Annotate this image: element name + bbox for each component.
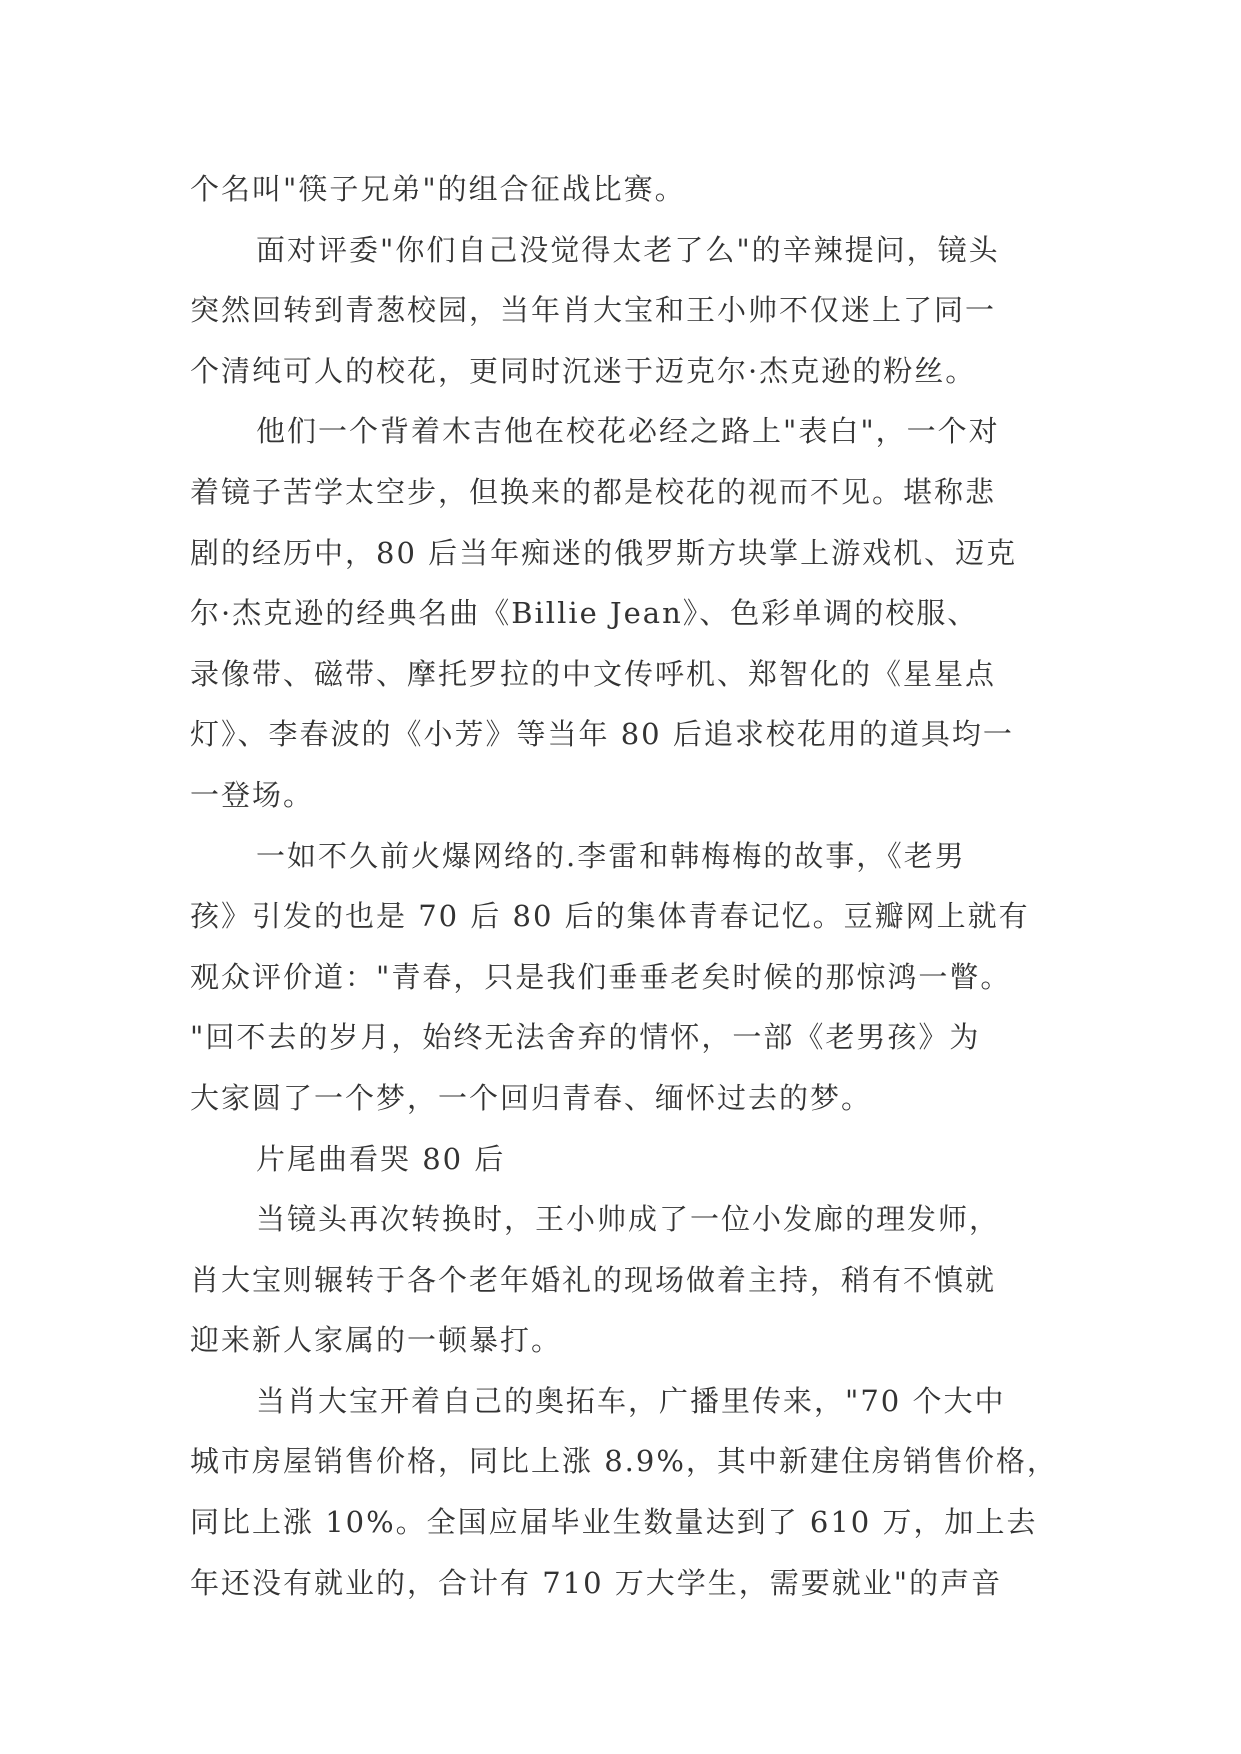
text-line: 突然回转到青葱校园，当年肖大宝和王小帅不仅迷上了同一 [190,293,997,328]
text-line: 同比上涨 10%。全国应届毕业生数量达到了 610 万，加上去 [190,1505,1038,1540]
text-line: 剧的经历中，80 后当年痴迷的俄罗斯方块掌上游戏机、迈克 [190,535,1018,570]
text-line: 年还没有就业的，合计有 710 万大学生，需要就业"的声音 [190,1565,1003,1600]
text-line: 迎来新人家属的一顿暴打。 [190,1323,563,1358]
text-line: 观众评价道："青春，只是我们垂垂老矣时候的那惊鸿一瞥。 [190,959,1012,994]
text-line: 尔·杰克逊的经典名曲《Billie Jean》、色彩单调的校服、 [190,596,979,631]
text-line: "回不去的岁月，始终无法舍弃的情怀，一部《老男孩》为 [190,1020,981,1055]
text-line: 他们一个背着木吉他在校花必经之路上"表白"，一个对 [256,414,1000,449]
text-line: 当肖大宝开着自己的奥拓车，广播里传来，"70 个大中 [256,1383,1006,1418]
text-line: 孩》引发的也是 70 后 80 后的集体青春记忆。豆瓣网上就有 [190,899,1030,934]
text-line: 灯》、李春波的《小芳》等当年 80 后追求校花用的道具均一 [190,717,1014,752]
text-line: 片尾曲看哭 80 后 [256,1141,506,1176]
text-line: 肖大宝则辗转于各个老年婚礼的现场做着主持，稍有不慎就 [190,1262,997,1297]
text-line: 面对评委"你们自己没觉得太老了么"的辛辣提问，镜头 [256,232,1000,267]
text-line: 城市房屋销售价格，同比上涨 8.9%，其中新建住房销售价格， [190,1444,1058,1479]
text-line: 录像带、磁带、摩托罗拉的中文传呼机、郑智化的《星星点 [190,656,997,691]
text-line: 一登场。 [190,777,315,812]
text-line: 一如不久前火爆网络的.李雷和韩梅梅的故事，《老男 [256,838,966,873]
text-line: 当镜头再次转换时，王小帅成了一位小发廊的理发师， [256,1202,1001,1237]
text-line: 着镜子苦学太空步，但换来的都是校花的视而不见。堪称悲 [190,474,997,509]
text-line: 个清纯可人的校花，更同时沉迷于迈克尔·杰克逊的粉丝。 [190,353,977,388]
text-line: 个名叫"筷子兄弟"的组合征战比赛。 [190,172,686,206]
text-line: 大家圆了一个梦，一个回归青春、缅怀过去的梦。 [190,1080,873,1115]
article-body [190,159,1070,1613]
